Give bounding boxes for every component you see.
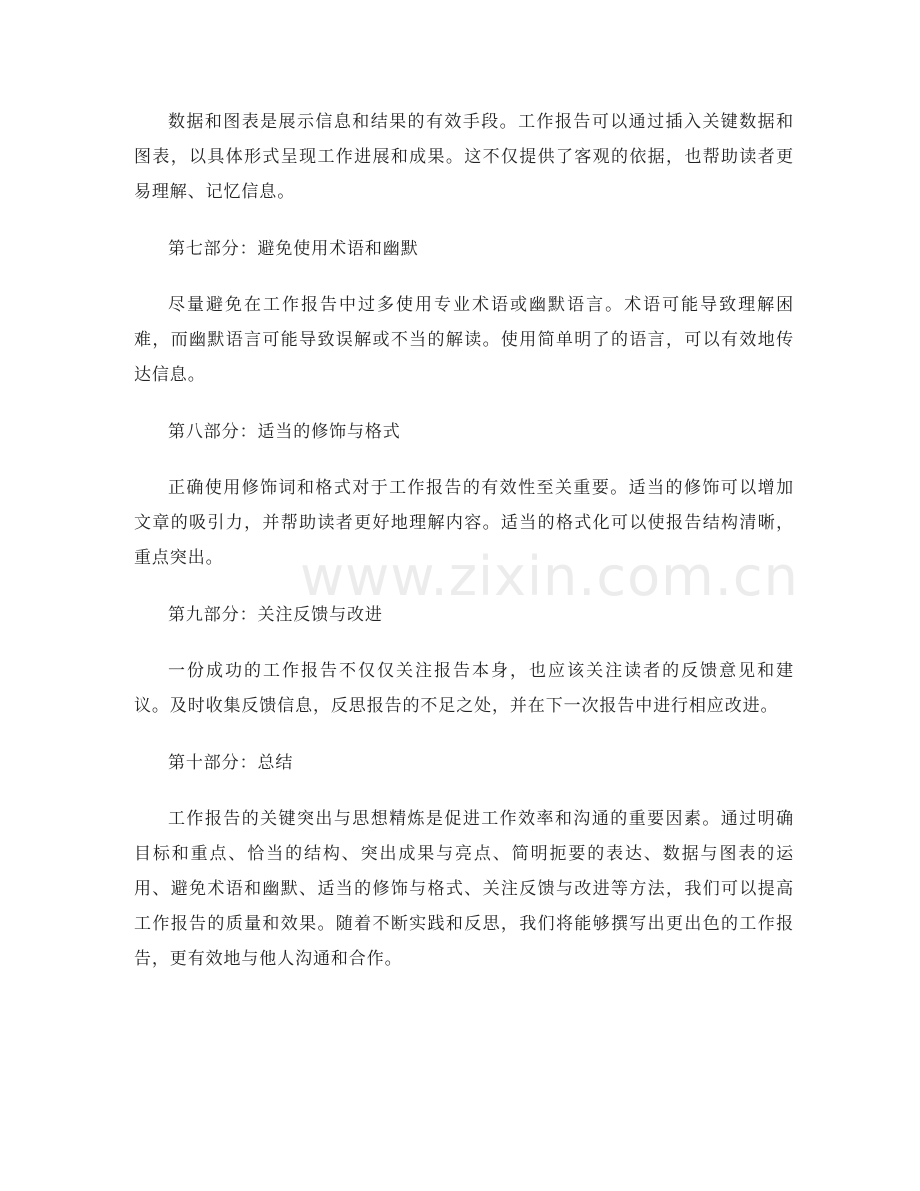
paragraph-section-10: 工作报告的关键突出与思想精炼是促进工作效率和沟通的重要因素。通过明确目标和重点、恰当的结构、突出成果与亮点、简明扼要的表达、数据与图表的运用、避免术语和幽默、适当的修饰与格式、关注反馈与改进等方法，我们可以提高工作报告的质量和效果。随着不断实践和反思，我们将能够撰写出更出色的工作报告，更有效地与他人沟通和合作。 (134, 809, 794, 969)
section-heading-8: 第八部分：适当的修饰与格式 (168, 422, 401, 442)
section-heading-9: 第九部分：关注反馈与改进 (168, 605, 383, 625)
document-body (134, 105, 794, 977)
watermark: www.zixin.com.cn (300, 545, 799, 608)
paragraph-section-8: 正确使用修饰词和格式对于工作报告的有效性至关重要。适当的修饰可以增加文章的吸引力，并帮助读者更好地理解内容。适当的格式化可以使报告结构清晰，重点突出。 (134, 478, 794, 568)
paragraph-section-9: 一份成功的工作报告不仅仅关注报告本身，也应该关注读者的反馈意见和建议。及时收集反馈信息，反思报告的不足之处，并在下一次报告中进行相应改进。 (134, 661, 794, 716)
paragraph-section-7: 尽量避免在工作报告中过多使用专业术语或幽默语言。术语可能导致理解困难，而幽默语言可能导致误解或不当的解读。使用简单明了的语言，可以有效地传达信息。 (134, 295, 794, 385)
section-heading-7: 第七部分：避免使用术语和幽默 (168, 239, 419, 259)
paragraph-data-charts: 数据和图表是展示信息和结果的有效手段。工作报告可以通过插入关键数据和图表，以具体形式呈现工作进展和成果。这不仅提供了客观的依据，也帮助读者更易理解、记忆信息。 (134, 112, 794, 202)
section-heading-10: 第十部分：总结 (168, 753, 294, 773)
